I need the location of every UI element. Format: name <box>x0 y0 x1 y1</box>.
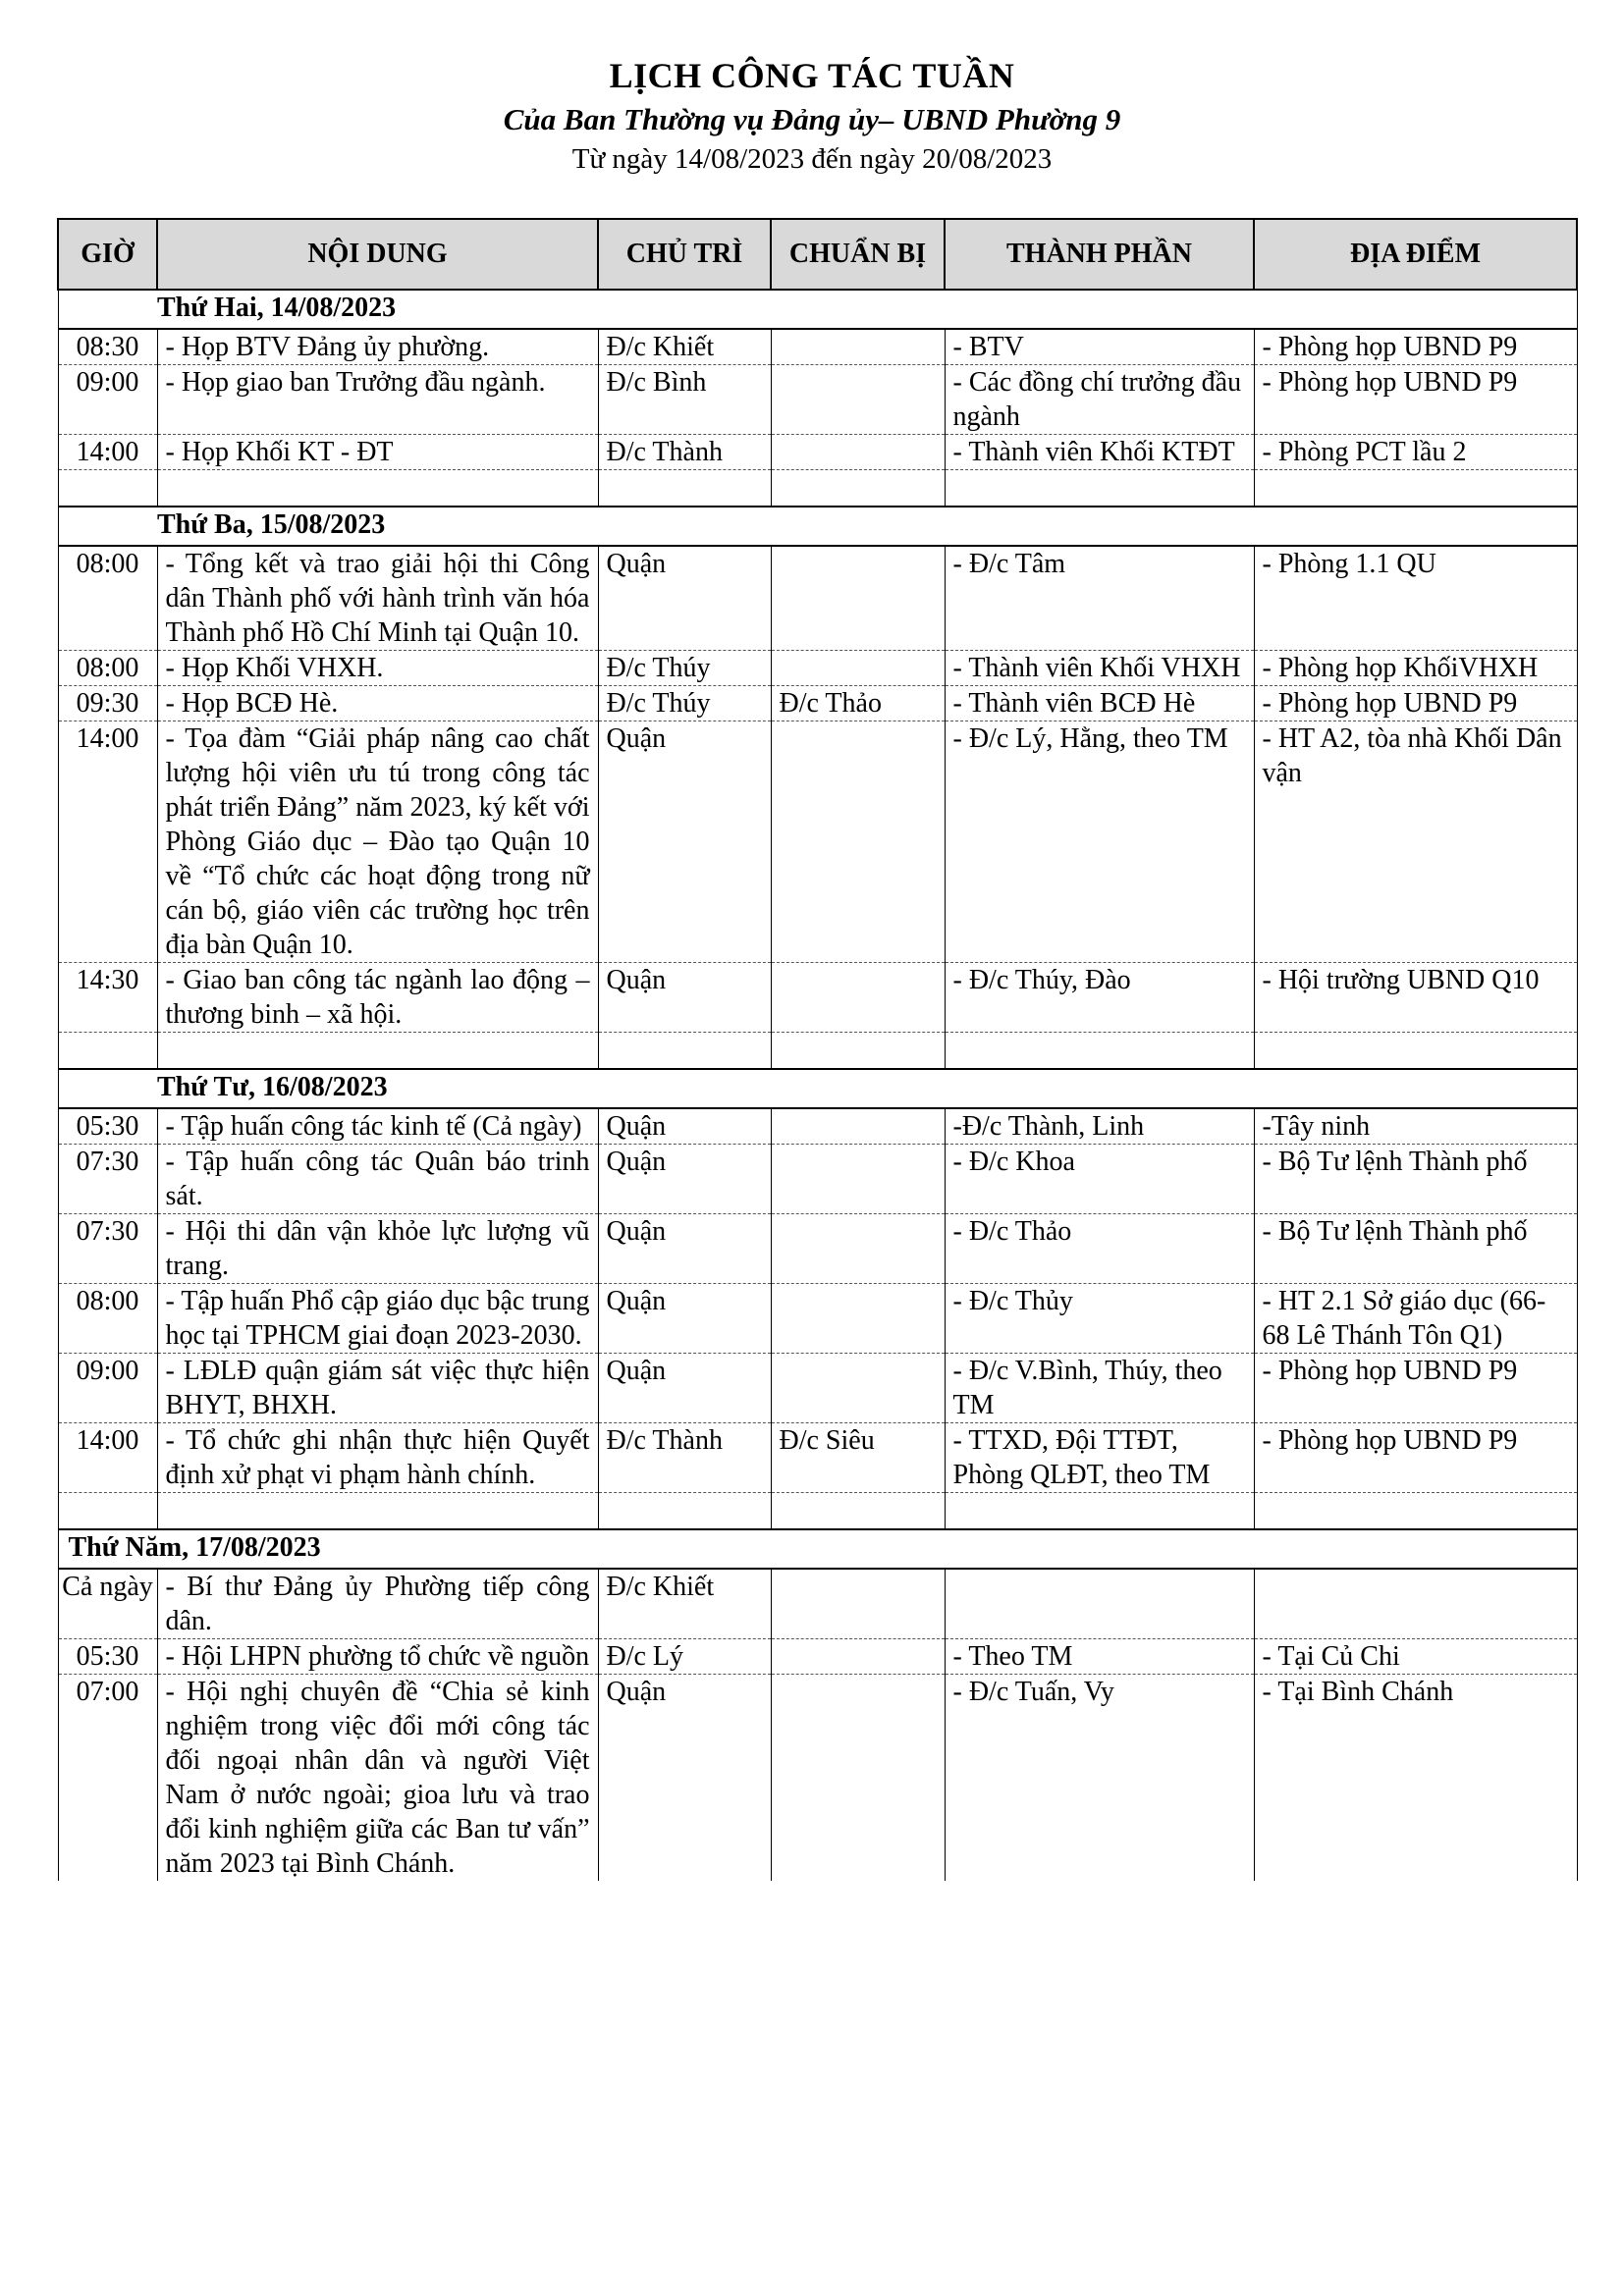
day-header-row <box>58 1069 1577 1108</box>
cell-chair: Đ/c Thành <box>598 1423 771 1493</box>
day-label: Thứ Tư, 16/08/2023 <box>157 1072 388 1102</box>
cell-members: - BTV <box>945 329 1254 365</box>
cell-place: - Tại Bình Chánh <box>1254 1675 1577 1882</box>
cell-prep <box>771 963 945 1033</box>
cell-chair: Quận <box>598 1354 771 1423</box>
cell-prep <box>771 365 945 435</box>
cell-place: - Phòng họp UBND P9 <box>1254 686 1577 721</box>
cell-members: - Đ/c Tâm <box>945 546 1254 651</box>
cell-content: - Tổ chức ghi nhận thực hiện Quyết định xử phạt vi phạm hành chính. <box>157 1423 598 1493</box>
col-header-place: ĐỊA ĐIỂM <box>1254 219 1577 290</box>
cell-prep <box>771 1675 945 1882</box>
table-row <box>58 1569 1577 1639</box>
table-row <box>58 721 1577 963</box>
cell-time: 08:30 <box>58 329 157 365</box>
cell-content: - Tổng kết và trao giải hội thi Công dân Thành phố với hành trình văn hóa Thành phố Hồ Chí Minh tại Quận 10. <box>157 546 598 651</box>
empty-cell <box>945 470 1254 507</box>
table-row <box>58 365 1577 435</box>
cell-place: - Hội trường UBND Q10 <box>1254 963 1577 1033</box>
cell-prep <box>771 721 945 963</box>
cell-time: 09:00 <box>58 365 157 435</box>
cell-chair: Đ/c Thúy <box>598 651 771 686</box>
cell-prep <box>771 1639 945 1675</box>
cell-chair: Quận <box>598 963 771 1033</box>
cell-members: - Đ/c Thúy, Đào <box>945 963 1254 1033</box>
day-header-row <box>58 290 1577 329</box>
empty-cell <box>771 1033 945 1070</box>
empty-cell <box>58 1033 157 1070</box>
table-row <box>58 546 1577 651</box>
cell-time: 14:00 <box>58 435 157 470</box>
cell-prep <box>771 435 945 470</box>
cell-prep: Đ/c Thảo <box>771 686 945 721</box>
cell-members: - Đ/c Lý, Hằng, theo TM <box>945 721 1254 963</box>
cell-members: - Đ/c Khoa <box>945 1145 1254 1214</box>
cell-prep <box>771 1214 945 1284</box>
cell-time: 14:00 <box>58 1423 157 1493</box>
cell-time: 08:00 <box>58 546 157 651</box>
empty-cell <box>1254 1493 1577 1530</box>
cell-content: - Giao ban công tác ngành lao động – thương binh – xã hội. <box>157 963 598 1033</box>
day-header-spacer <box>58 1069 157 1108</box>
empty-cell <box>157 1493 598 1530</box>
date-range: Từ ngày 14/08/2023 đến ngày 20/08/2023 <box>571 143 1053 175</box>
empty-cell <box>598 470 771 507</box>
document-subtitle: Của Ban Thường vụ Đảng ủy– UBND Phường 9 <box>503 102 1121 136</box>
table-row <box>58 1108 1577 1145</box>
col-header-prep: CHUẨN BỊ <box>771 219 945 290</box>
day-label: Thứ Ba, 15/08/2023 <box>157 509 386 540</box>
cell-prep <box>771 546 945 651</box>
cell-members: - Đ/c Thảo <box>945 1214 1254 1284</box>
empty-cell <box>1254 1033 1577 1070</box>
cell-chair: Quận <box>598 1284 771 1354</box>
table-row <box>58 1675 1577 1882</box>
table-row <box>58 1423 1577 1493</box>
cell-chair: Quận <box>598 1145 771 1214</box>
cell-time: 14:00 <box>58 721 157 963</box>
table-row <box>58 435 1577 470</box>
cell-content: - Họp giao ban Trưởng đầu ngành. <box>157 365 598 435</box>
cell-place: - Phòng họp UBND P9 <box>1254 1354 1577 1423</box>
cell-members: - Theo TM <box>945 1639 1254 1675</box>
cell-chair: Quận <box>598 546 771 651</box>
table-row <box>58 686 1577 721</box>
cell-content: - Họp BCĐ Hè. <box>157 686 598 721</box>
cell-prep: Đ/c Siêu <box>771 1423 945 1493</box>
blank-row <box>58 470 1577 507</box>
cell-time: 05:30 <box>58 1108 157 1145</box>
table-row <box>58 651 1577 686</box>
table-row <box>58 1145 1577 1214</box>
empty-cell <box>157 1033 598 1070</box>
empty-cell <box>598 1493 771 1530</box>
cell-members: -Đ/c Thành, Linh <box>945 1108 1254 1145</box>
cell-time: 09:30 <box>58 686 157 721</box>
day-header-spacer <box>58 290 157 329</box>
empty-cell <box>945 1493 1254 1530</box>
cell-members: - TTXD, Đội TTĐT, Phòng QLĐT, theo TM <box>945 1423 1254 1493</box>
document-title: LỊCH CÔNG TÁC TUẦN <box>609 56 1015 95</box>
cell-time: 08:00 <box>58 1284 157 1354</box>
cell-time: 05:30 <box>58 1639 157 1675</box>
cell-place: - Phòng PCT lầu 2 <box>1254 435 1577 470</box>
cell-members: - Đ/c Tuấn, Vy <box>945 1675 1254 1882</box>
cell-place: - Bộ Tư lệnh Thành phố <box>1254 1214 1577 1284</box>
cell-members: - Đ/c Thủy <box>945 1284 1254 1354</box>
day-header-cell <box>157 290 1577 329</box>
cell-time: Cả ngày <box>58 1569 157 1639</box>
cell-content: - Bí thư Đảng ủy Phường tiếp công dân. <box>157 1569 598 1639</box>
cell-chair: Quận <box>598 1675 771 1882</box>
cell-content: - Họp BTV Đảng ủy phường. <box>157 329 598 365</box>
cell-members: - Các đồng chí trưởng đầu ngành <box>945 365 1254 435</box>
day-header-cell <box>157 1069 1577 1108</box>
cell-prep <box>771 1284 945 1354</box>
cell-time: 08:00 <box>58 651 157 686</box>
cell-content: - Họp Khối VHXH. <box>157 651 598 686</box>
day-label: Thứ Năm, 17/08/2023 <box>68 1532 321 1563</box>
empty-cell <box>771 470 945 507</box>
col-header-time: GIỜ <box>58 219 157 290</box>
empty-cell <box>945 1033 1254 1070</box>
cell-content: - Tập huấn công tác kinh tế (Cả ngày) <box>157 1108 598 1145</box>
cell-chair: Đ/c Thành <box>598 435 771 470</box>
cell-members: - Đ/c V.Bình, Thúy, theo TM <box>945 1354 1254 1423</box>
cell-members <box>945 1569 1254 1639</box>
cell-content: - Tập huấn công tác Quân báo trinh sát. <box>157 1145 598 1214</box>
cell-place: -Tây ninh <box>1254 1108 1577 1145</box>
cell-prep <box>771 329 945 365</box>
cell-chair: Đ/c Bình <box>598 365 771 435</box>
cell-time: 07:30 <box>58 1145 157 1214</box>
cell-content: - Hội thi dân vận khỏe lực lượng vũ trang. <box>157 1214 598 1284</box>
cell-place: - Phòng họp UBND P9 <box>1254 1423 1577 1493</box>
cell-chair: Quận <box>598 1214 771 1284</box>
empty-cell <box>58 470 157 507</box>
empty-cell <box>598 1033 771 1070</box>
cell-prep <box>771 1354 945 1423</box>
cell-content: - Hội nghị chuyên đề “Chia sẻ kinh nghiệm trong việc đổi mới công tác đối ngoại nhân dân và người Việt Nam ở nước ngoài; gioa lưu và trao đổi kinh nghiệm giữa các Ban tư vấn” năm 2023 tại Bình Chánh. <box>157 1675 598 1882</box>
cell-time: 07:30 <box>58 1214 157 1284</box>
table-row <box>58 1284 1577 1354</box>
cell-members: - Thành viên Khối KTĐT <box>945 435 1254 470</box>
cell-content: - Hội LHPN phường tổ chức về nguồn <box>157 1639 598 1675</box>
cell-time: 14:30 <box>58 963 157 1033</box>
day-header-row <box>58 1529 1577 1569</box>
cell-place: - Phòng họp UBND P9 <box>1254 329 1577 365</box>
cell-place: - Tại Củ Chi <box>1254 1639 1577 1675</box>
table-row <box>58 329 1577 365</box>
cell-chair: Đ/c Lý <box>598 1639 771 1675</box>
table-row <box>58 1354 1577 1423</box>
cell-place <box>1254 1569 1577 1639</box>
cell-place: - Phòng họp UBND P9 <box>1254 365 1577 435</box>
cell-place: - HT 2.1 Sở giáo dục (66-68 Lê Thánh Tôn Q1) <box>1254 1284 1577 1354</box>
schedule-table <box>57 218 1578 1881</box>
cell-content: - Tọa đàm “Giải pháp nâng cao chất lượng hội viên ưu tú trong công tác phát triển Đảng” năm 2023, ký kết với Phòng Giáo dục – Đào tạo Quận 10 về “Tổ chức các hoạt động trong nữ cán bộ, giáo viên các trường học trên địa bàn Quận 10. <box>157 721 598 963</box>
cell-place: - HT A2, tòa nhà Khối Dân vận <box>1254 721 1577 963</box>
blank-row <box>58 1033 1577 1070</box>
cell-chair: Đ/c Thúy <box>598 686 771 721</box>
cell-place: - Phòng 1.1 QU <box>1254 546 1577 651</box>
cell-chair: Đ/c Khiết <box>598 329 771 365</box>
empty-cell <box>771 1493 945 1530</box>
day-header-row <box>58 507 1577 546</box>
day-header-spacer <box>58 1529 1577 1569</box>
empty-cell <box>58 1493 157 1530</box>
day-header-spacer <box>58 507 157 546</box>
cell-place: - Bộ Tư lệnh Thành phố <box>1254 1145 1577 1214</box>
table-row <box>58 1214 1577 1284</box>
cell-time: 09:00 <box>58 1354 157 1423</box>
header-row <box>58 219 1577 290</box>
day-header-cell <box>157 507 1577 546</box>
schedule-body <box>58 290 1577 1881</box>
day-label: Thứ Hai, 14/08/2023 <box>157 293 397 323</box>
cell-time: 07:00 <box>58 1675 157 1882</box>
cell-chair: Đ/c Khiết <box>598 1569 771 1639</box>
cell-prep <box>771 651 945 686</box>
table-row <box>58 963 1577 1033</box>
cell-prep <box>771 1569 945 1639</box>
cell-prep <box>771 1108 945 1145</box>
cell-content: - Họp Khối KT - ĐT <box>157 435 598 470</box>
cell-content: - Tập huấn Phổ cập giáo dục bậc trung học tại TPHCM giai đoạn 2023-2030. <box>157 1284 598 1354</box>
empty-cell <box>157 470 598 507</box>
table-row <box>58 1639 1577 1675</box>
col-header-chair: CHỦ TRÌ <box>598 219 771 290</box>
cell-members: - Thành viên Khối VHXH <box>945 651 1254 686</box>
cell-chair: Quận <box>598 721 771 963</box>
cell-prep <box>771 1145 945 1214</box>
col-header-members: THÀNH PHẦN <box>945 219 1254 290</box>
col-header-content: NỘI DUNG <box>157 219 598 290</box>
cell-place: - Phòng họp KhốiVHXH <box>1254 651 1577 686</box>
cell-chair: Quận <box>598 1108 771 1145</box>
cell-members: - Thành viên BCĐ Hè <box>945 686 1254 721</box>
blank-row <box>58 1493 1577 1530</box>
cell-content: - LĐLĐ quận giám sát việc thực hiện BHYT, BHXH. <box>157 1354 598 1423</box>
empty-cell <box>1254 470 1577 507</box>
